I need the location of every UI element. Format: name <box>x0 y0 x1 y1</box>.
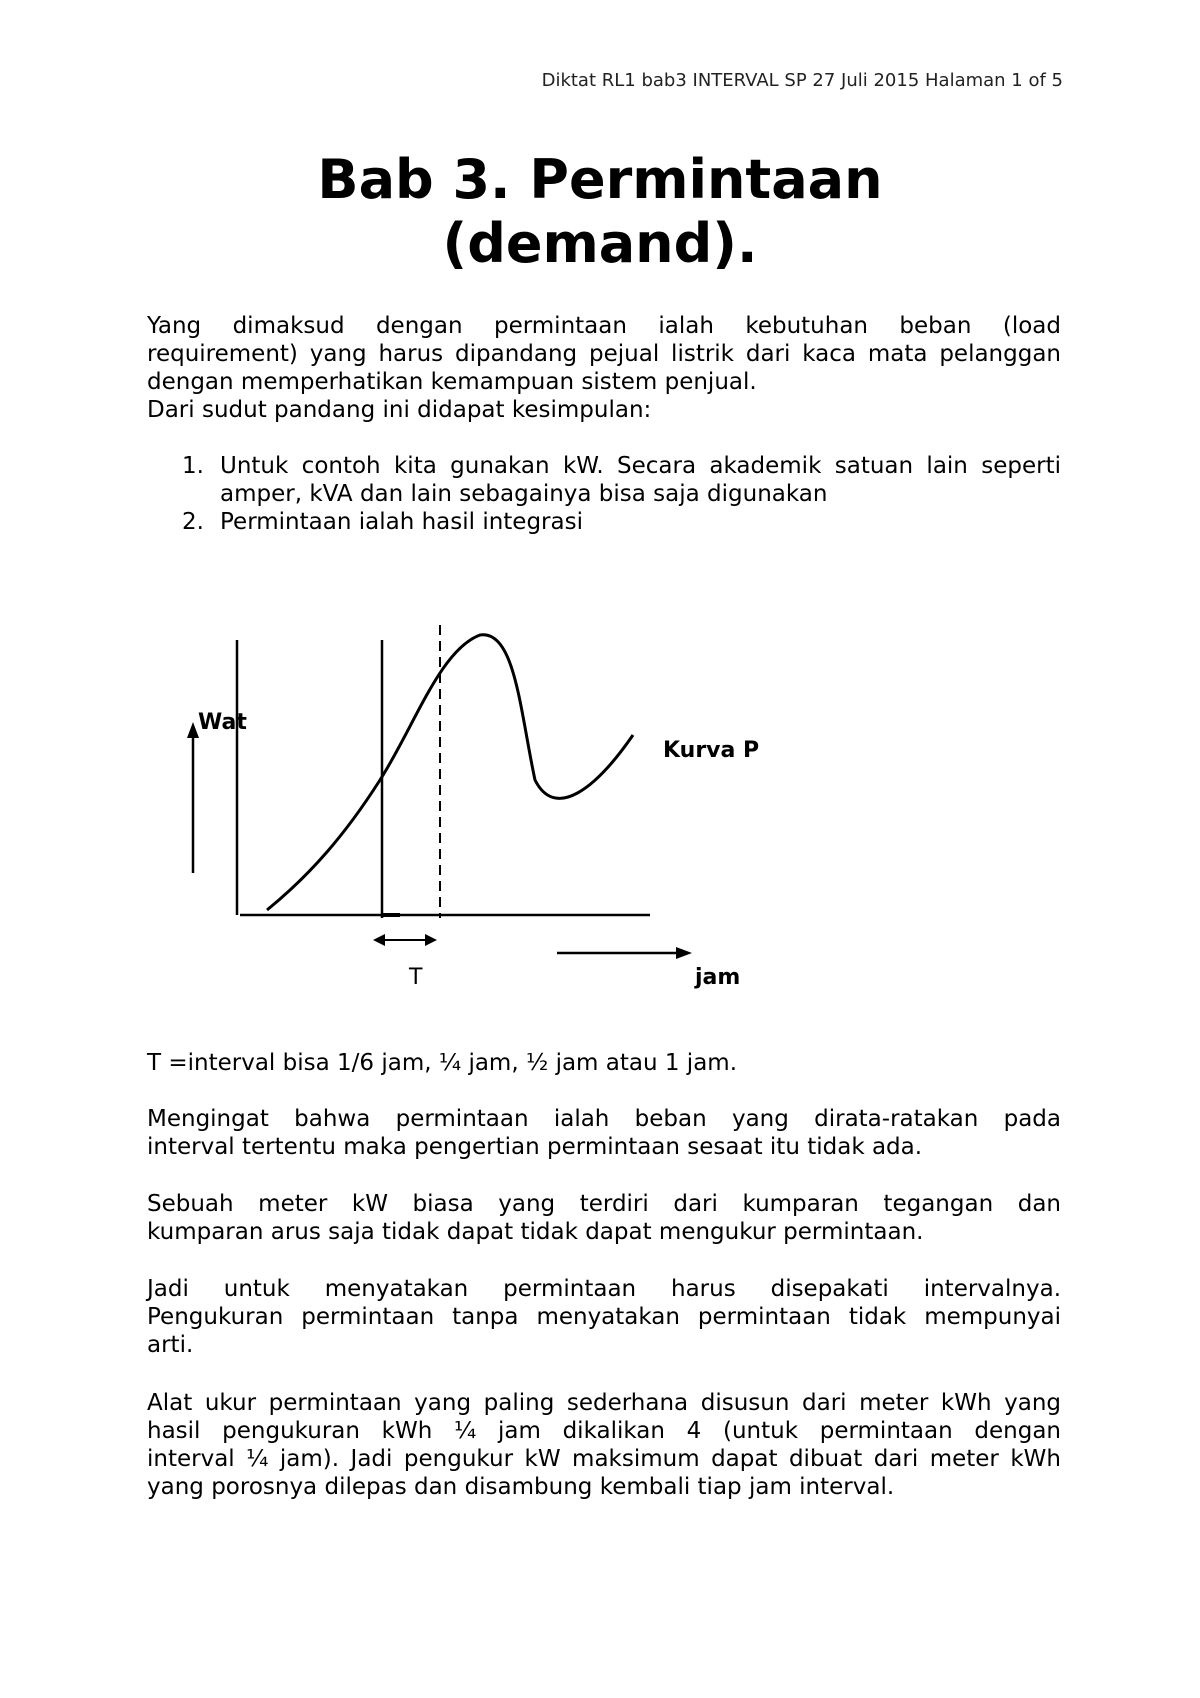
left-arrowhead-icon <box>373 934 385 946</box>
paragraph-line: hasil pengukuran kWh ¼ jam dikalikan 4 (untuk permintaan dengan <box>147 1418 1061 1444</box>
curve-label: Kurva P <box>663 738 760 763</box>
header-of: of <box>1022 70 1052 91</box>
interval-definition <box>147 1049 1061 1077</box>
intro-line: dengan memperhatikan kemampuan sistem penjual. <box>147 369 757 395</box>
paragraph-line: arti. <box>147 1332 194 1358</box>
intro-line: Dari sudut pandang ini didapat kesimpulan: <box>147 397 652 423</box>
list-item-text: amper, kVA dan lain sebagainya bisa saja digunakan <box>220 481 828 507</box>
header-prefix: Diktat RL1 bab3 INTERVAL SP 27 Juli 2015 Halaman <box>541 70 1012 91</box>
list-item-text: Untuk contoh kita gunakan kW. Secara akademik satuan lain seperti <box>220 453 1061 479</box>
interval-definition-text: T =interval bisa 1/6 jam, ¼ jam, ½ jam atau 1 jam. <box>147 1050 738 1076</box>
list-item-number: 2. <box>182 509 204 535</box>
power-curve <box>267 635 633 910</box>
right-arrow-icon <box>676 947 692 959</box>
right-arrowhead-icon <box>425 934 437 946</box>
paragraph-4 <box>147 1389 1061 1501</box>
header-page-total: 5 <box>1051 70 1063 91</box>
paragraph-line: Mengingat bahwa permintaan ialah beban yang dirata-ratakan pada <box>147 1106 1061 1132</box>
intro-line: Yang dimaksud dengan permintaan ialah kebutuhan beban (load <box>147 313 1061 339</box>
list-item-text: Permintaan ialah hasil integrasi <box>220 509 583 535</box>
paragraph-line: interval tertentu maka pengertian permintaan sesaat itu tidak ada. <box>147 1134 923 1160</box>
chapter-title-line2: (demand). <box>442 212 758 275</box>
paragraph-1 <box>147 1105 1061 1161</box>
chapter-title-line1: Bab 3. Permintaan <box>317 148 883 211</box>
interval-label: T <box>409 965 423 990</box>
paragraph-line: yang porosnya dilepas dan disambung kembali tiap jam interval. <box>147 1474 895 1500</box>
paragraph-line: kumparan arus saja tidak dapat tidak dapat mengukur permintaan. <box>147 1219 924 1245</box>
x-axis-label: jam <box>695 965 741 990</box>
paragraph-2 <box>147 1190 1061 1246</box>
intro-line: requirement) yang harus dipandang pejual listrik dari kaca mata pelanggan <box>147 341 1061 367</box>
list-item-number: 1. <box>182 453 204 479</box>
paragraph-line: Pengukuran permintaan tanpa menyatakan permintaan tidak mempunyai <box>147 1304 1061 1330</box>
paragraph-line: interval ¼ jam). Jadi pengukur kW maksimum dapat dibuat dari meter kWh <box>147 1446 1061 1472</box>
paragraph-3 <box>147 1275 1061 1359</box>
y-axis-label: Wat <box>198 710 247 735</box>
paragraph-line: Sebuah meter kW biasa yang terdiri dari kumparan tegangan dan <box>147 1191 1061 1217</box>
header-page-number: 1 <box>1011 70 1023 91</box>
paragraph-line: Jadi untuk menyatakan permintaan harus disepakati intervalnya. <box>147 1276 1061 1302</box>
paragraph-line: Alat ukur permintaan yang paling sederhana disusun dari meter kWh yang <box>147 1390 1061 1416</box>
